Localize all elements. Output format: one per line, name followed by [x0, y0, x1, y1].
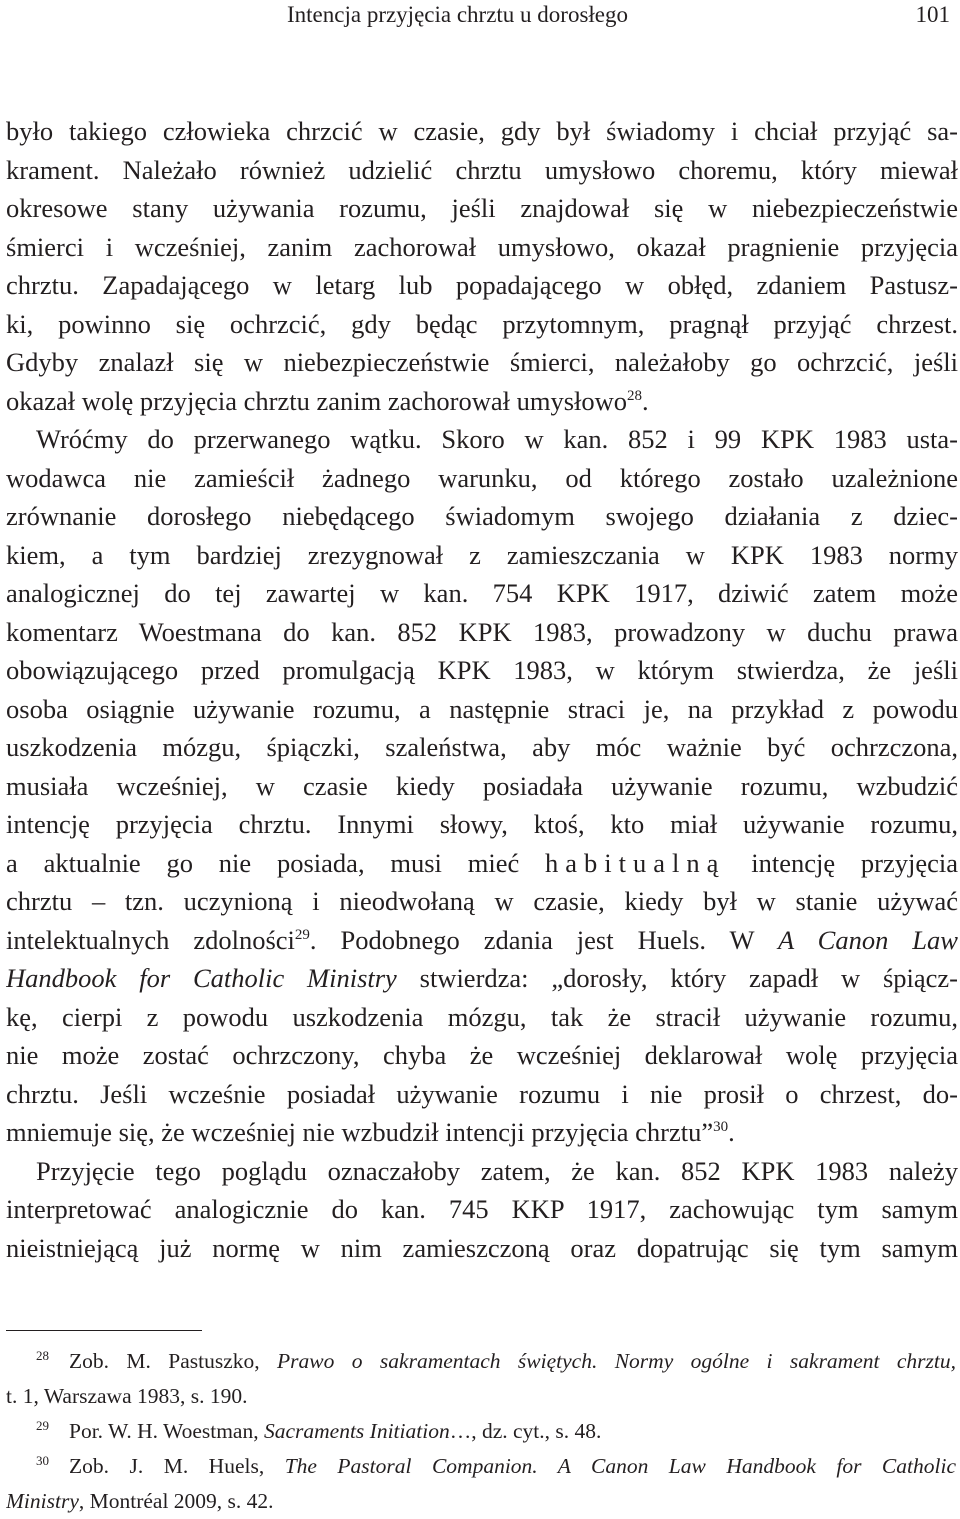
line-text: intelektualnych zdolności: [6, 924, 295, 955]
text-line: analogicznej do tej zawartej w kan. 754 KPK 1917, dziwić zatem może: [6, 578, 958, 608]
footnote-30: [6, 1449, 956, 1484]
footnote-title: Ministry: [6, 1489, 79, 1513]
text-line: chrztu. Jeśli wcześnie posiadał używanie rozumu i nie prosił o chrzest, do-: [6, 1078, 958, 1109]
footnote-number: 30: [36, 1453, 49, 1468]
footnote-text: Zob. J. M. Huels,: [69, 1454, 285, 1478]
line-text: .: [642, 385, 649, 416]
text-line: [6, 382, 958, 421]
footnote-text: …, dz. cyt., s. 48.: [449, 1419, 602, 1443]
text-line: chrztu – tzn. uczynioną i nieodwołaną w czasie, kiedy był w stanie używać: [6, 886, 958, 916]
text-line: [6, 959, 958, 998]
text-line: kę, cierpi z powodu uszkodzenia mózgu, tak że stracił używanie rozumu,: [6, 1001, 958, 1032]
text-line: intencję przyjęcia chrztu. Innymi słowy, ktoś, kto miał używanie rozumu,: [6, 809, 958, 839]
footnote-30-cont: [6, 1484, 956, 1519]
line-text: stwierdza: „dorosły, który zapadł w śpiącz-: [396, 963, 958, 993]
text-line: obowiązującego przed promulgacją KPK 1983, w którym stwierdza, że jeśli: [6, 655, 958, 685]
text-line: Przyjęcie tego poglądu oznaczałoby zatem, że kan. 852 KPK 1983 należy: [36, 1155, 958, 1186]
footnote-ref: 30: [713, 1119, 729, 1135]
text-line: Gdyby znalazł się w niebezpieczeństwie śmierci, należałoby go ochrzcić, jeśli: [6, 347, 958, 377]
footnote-ref: 28: [627, 387, 643, 404]
footnote-28: [6, 1344, 956, 1379]
body-text: [6, 112, 958, 1267]
line-text: intencję przyjęcia: [725, 847, 958, 878]
footnote-number: 29: [36, 1418, 49, 1433]
running-header: [0, 0, 960, 36]
book-title: Handbook for Catholic Ministry: [6, 963, 397, 993]
text-line: [6, 844, 958, 883]
text-line: musiała wcześniej, w czasie kiedy posiadała używanie rozumu, wzbudzić: [6, 770, 958, 801]
line-text: a aktualnie go nie posiada, musi mieć: [6, 847, 546, 878]
footnote-text: Por. W. H. Woestman,: [69, 1419, 264, 1443]
text-line: okresowe stany używania rozumu, jeśli znajdował się w niebezpieczeństwie: [6, 193, 958, 223]
page-number: 101: [915, 2, 950, 27]
book-title: A Canon Law: [778, 924, 958, 955]
footnotes: [6, 1344, 956, 1519]
text-line: kiem, a tym bardziej zrezygnował z zamieszczania w KPK 1983 normy: [6, 539, 958, 570]
text-line: było takiego człowieka chrzcić w czasie, gdy był świadomy i chciał przyjąć sa-: [6, 116, 958, 146]
footnote-text: , Montréal 2009, s. 42.: [78, 1489, 274, 1513]
running-title: Intencja przyjęcia chrztu u dorosłego: [287, 2, 629, 27]
text-line: uszkodzenia mózgu, śpiączki, szaleństwa, aby móc ważnie być ochrzczona,: [6, 732, 958, 762]
footnote-28-cont: [6, 1379, 956, 1414]
text-line: wodawca nie zamieścił żadnego warunku, od którego zostało uzależnione: [6, 462, 958, 493]
footnote-text: Zob. M. Pastuszko,: [69, 1349, 278, 1373]
text-line: interpretować analogicznie do kan. 745 KKP 1917, zachowując tym samym: [6, 1194, 958, 1224]
line-text: okazał wolę przyjęcia chrztu zanim zachorował umysłowo: [6, 385, 628, 416]
text-line: [6, 1113, 958, 1152]
footnote-title: Prawo o sakramentach świętych. Normy ogólne i sakrament chrztu,: [277, 1349, 956, 1373]
text-line: osoba osiągnie używanie rozumu, a następnie straci je, na przykład z powodu: [6, 693, 958, 724]
text-line: chrztu. Zapadającego w letarg lub popadającego w obłęd, zdaniem Pastusz-: [6, 270, 958, 300]
line-text: .: [728, 1117, 735, 1147]
text-line: zrównanie dorosłego niebędącego świadomym swojego działania z dziec-: [6, 501, 958, 531]
text-line: krament. Należało również udzielić chrztu umysłowo choremu, który miewał: [6, 154, 958, 185]
text-line: komentarz Woestmana do kan. 852 KPK 1983, prowadzony w duchu prawa: [6, 616, 958, 647]
footnote-text: t. 1, Warszawa 1983, s. 190.: [6, 1384, 248, 1408]
footnote-number: 28: [36, 1348, 49, 1363]
text-line: śmierci i wcześniej, zanim zachorował umysłowo, okazał pragnienie przyjęcia: [6, 231, 958, 262]
footnote-title: Sacraments Initiation: [263, 1419, 450, 1443]
line-text: . Podobnego zdania jest Huels. W: [309, 924, 778, 955]
footnote-separator: [6, 1330, 202, 1331]
footnote-ref: 29: [294, 926, 310, 943]
line-text: mniemuje się, że wcześniej nie wzbudził intencji przyjęcia chrztu”: [6, 1117, 714, 1147]
footnote-title: The Pastoral Companion. A Canon Law Handbook for Catholic: [284, 1454, 956, 1478]
text-line: ki, powinno się ochrzcić, gdy będąc przytomnym, pragnął przyjąć chrzest.: [6, 308, 958, 339]
spaced-emphasis: habitualną: [545, 847, 726, 878]
text-line: nie może zostać ochrzczony, chyba że wcześniej deklarował wolę przyjęcia: [6, 1040, 958, 1070]
text-line: [6, 921, 958, 960]
text-line: Wróćmy do przerwanego wątku. Skoro w kan. 852 i 99 KPK 1983 usta-: [36, 424, 958, 454]
text-line: nieistniejącą już normę w nim zamieszczoną oraz dopatrując się tym samym: [6, 1232, 958, 1263]
footnote-29: [6, 1414, 956, 1449]
